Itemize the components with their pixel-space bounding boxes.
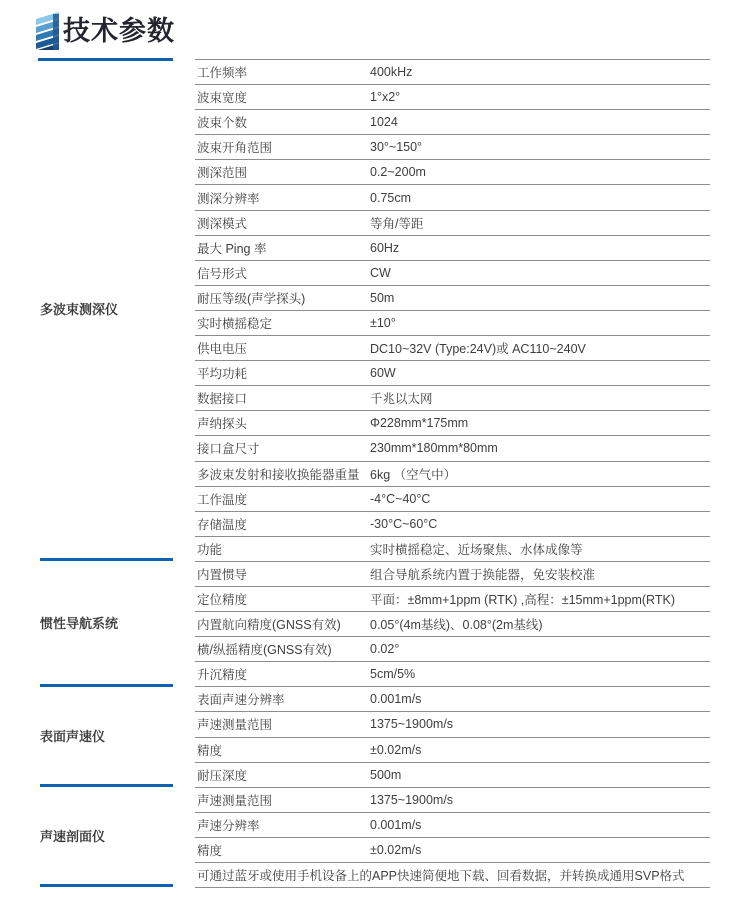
param-value: 50m <box>370 290 395 305</box>
category-label: 多波束测深仪 <box>40 302 119 317</box>
category-section-3 <box>40 687 173 787</box>
spec-row <box>195 737 710 762</box>
param-name: 波束宽度 <box>197 91 248 106</box>
spec-row <box>195 310 710 335</box>
spec-row <box>195 536 710 561</box>
spec-row <box>195 285 710 310</box>
param-name: 测深范围 <box>197 166 248 181</box>
param-value: 0.001m/s <box>370 817 422 832</box>
spec-row <box>195 335 710 360</box>
param-name: 功能 <box>197 542 223 557</box>
param-name: 内置航向精度(GNSS有效) <box>197 618 341 633</box>
category-label: 惯性导航系统 <box>40 615 119 631</box>
param-value: 0.05°(4m基线)、0.08°(2m基线) <box>370 618 543 633</box>
page-title-block <box>36 12 175 50</box>
spec-row <box>195 410 710 435</box>
spec-row <box>195 360 710 385</box>
diagonal-stripes-icon <box>36 12 59 50</box>
category-section-1 <box>40 59 173 561</box>
param-name: 实时横摇稳定 <box>197 316 273 331</box>
param-name: 测深模式 <box>197 216 248 231</box>
spec-row <box>195 812 710 837</box>
note-row <box>195 862 710 887</box>
param-name: 数据接口 <box>197 392 248 407</box>
param-name: 声速分辨率 <box>197 818 260 833</box>
param-name: 多波束发射和接收换能器重量 <box>197 467 360 482</box>
param-value: -30°C~60°C <box>370 516 438 531</box>
param-name: 表面声速分辨率 <box>197 693 285 708</box>
param-name: 横/纵摇精度(GNSS有效) <box>197 643 332 658</box>
param-value: Φ228mm*175mm <box>370 416 469 431</box>
spec-row <box>195 511 710 536</box>
param-name: 信号形式 <box>197 266 248 281</box>
param-name: 精度 <box>197 843 223 858</box>
spec-row <box>195 235 710 260</box>
spec-row <box>195 84 710 109</box>
param-value: ±0.02m/s <box>370 742 422 757</box>
spec-row <box>195 686 710 711</box>
param-value: 0.2~200m <box>370 165 426 180</box>
spec-row <box>195 636 710 661</box>
param-name: 声纳探头 <box>197 417 248 432</box>
param-name: 定位精度 <box>197 593 248 608</box>
param-value: -4°C~40°C <box>370 491 431 506</box>
param-name: 精度 <box>197 743 223 758</box>
param-value: 5cm/5% <box>370 667 416 682</box>
param-value: 1°x2° <box>370 90 401 105</box>
category-label: 表面声速仪 <box>40 728 106 744</box>
param-value: 30°~150° <box>370 140 423 155</box>
category-section-2 <box>40 561 173 687</box>
param-name: 工作频率 <box>197 66 248 81</box>
spec-row <box>195 787 710 812</box>
spec-row <box>195 210 710 235</box>
spec-row <box>195 184 710 209</box>
param-value: ±10° <box>370 315 396 330</box>
param-name: 升沉精度 <box>197 668 248 683</box>
category-rail <box>40 59 173 887</box>
spec-row <box>195 435 710 460</box>
spec-row <box>195 611 710 636</box>
param-value: 组合导航系统内置于换能器，免安装校准 <box>370 567 596 582</box>
param-name: 耐压等级(声学探头) <box>197 291 306 306</box>
spec-row <box>195 260 710 285</box>
spec-row <box>195 461 710 486</box>
param-value: 平面：±8mm+1ppm (RTK) ,高程：±15mm+1ppm(RTK) <box>370 593 675 608</box>
param-value: 6kg （空气中） <box>370 467 457 482</box>
spec-row <box>195 711 710 736</box>
param-value: 等角/等距 <box>370 216 424 231</box>
spec-row <box>195 109 710 134</box>
spec-row <box>195 837 710 862</box>
param-value: 1024 <box>370 115 398 130</box>
spec-row <box>195 586 710 611</box>
spec-row <box>195 762 710 787</box>
param-name: 耐压深度 <box>197 768 248 783</box>
page-title: 技术参数 <box>63 15 175 46</box>
param-value: 0.75cm <box>370 190 411 205</box>
param-name: 工作温度 <box>197 492 248 507</box>
note-text: 可通过蓝牙或使用手机设备上的APP快速简便地下载、回看数据，并转换成通用SVP格式 <box>197 869 685 884</box>
spec-row <box>195 661 710 686</box>
param-name: 波束个数 <box>197 116 248 131</box>
spec-row <box>195 561 710 586</box>
param-value: DC10~32V (Type:24V)或 AC110~240V <box>370 342 586 357</box>
param-name: 内置惯导 <box>197 567 248 582</box>
category-label: 声速剖面仪 <box>40 829 106 845</box>
spec-row <box>195 59 710 84</box>
spec-row <box>195 134 710 159</box>
spec-row <box>195 486 710 511</box>
param-value: 1375~1900m/s <box>370 792 454 807</box>
param-value: 千兆以太网 <box>370 392 433 407</box>
spec-row <box>195 385 710 410</box>
param-value: 230mm*180mm*80mm <box>370 441 498 456</box>
param-value: 0.02° <box>370 642 400 657</box>
spec-row <box>195 159 710 184</box>
param-value: 1375~1900m/s <box>370 717 454 732</box>
param-name: 波束开角范围 <box>197 141 273 156</box>
spec-table <box>195 59 710 888</box>
param-name: 接口盒尺寸 <box>197 442 260 457</box>
param-name: 供电电压 <box>197 342 248 357</box>
param-value: 60Hz <box>370 240 400 255</box>
param-value: 实时横摇稳定、近场聚焦、水体成像等 <box>370 542 583 557</box>
param-value: CW <box>370 265 391 280</box>
param-name: 平均功耗 <box>197 367 248 382</box>
param-name: 声速测量范围 <box>197 793 273 808</box>
param-value: 400kHz <box>370 65 413 80</box>
param-value: ±0.02m/s <box>370 842 422 857</box>
param-name: 测深分辨率 <box>197 191 260 206</box>
param-name: 存储温度 <box>197 517 248 532</box>
category-section-4 <box>40 787 173 887</box>
param-name: 声速测量范围 <box>197 718 273 733</box>
param-name: 最大 Ping 率 <box>197 241 267 256</box>
param-value: 60W <box>370 366 396 381</box>
param-value: 0.001m/s <box>370 692 422 707</box>
param-value: 500m <box>370 767 402 782</box>
